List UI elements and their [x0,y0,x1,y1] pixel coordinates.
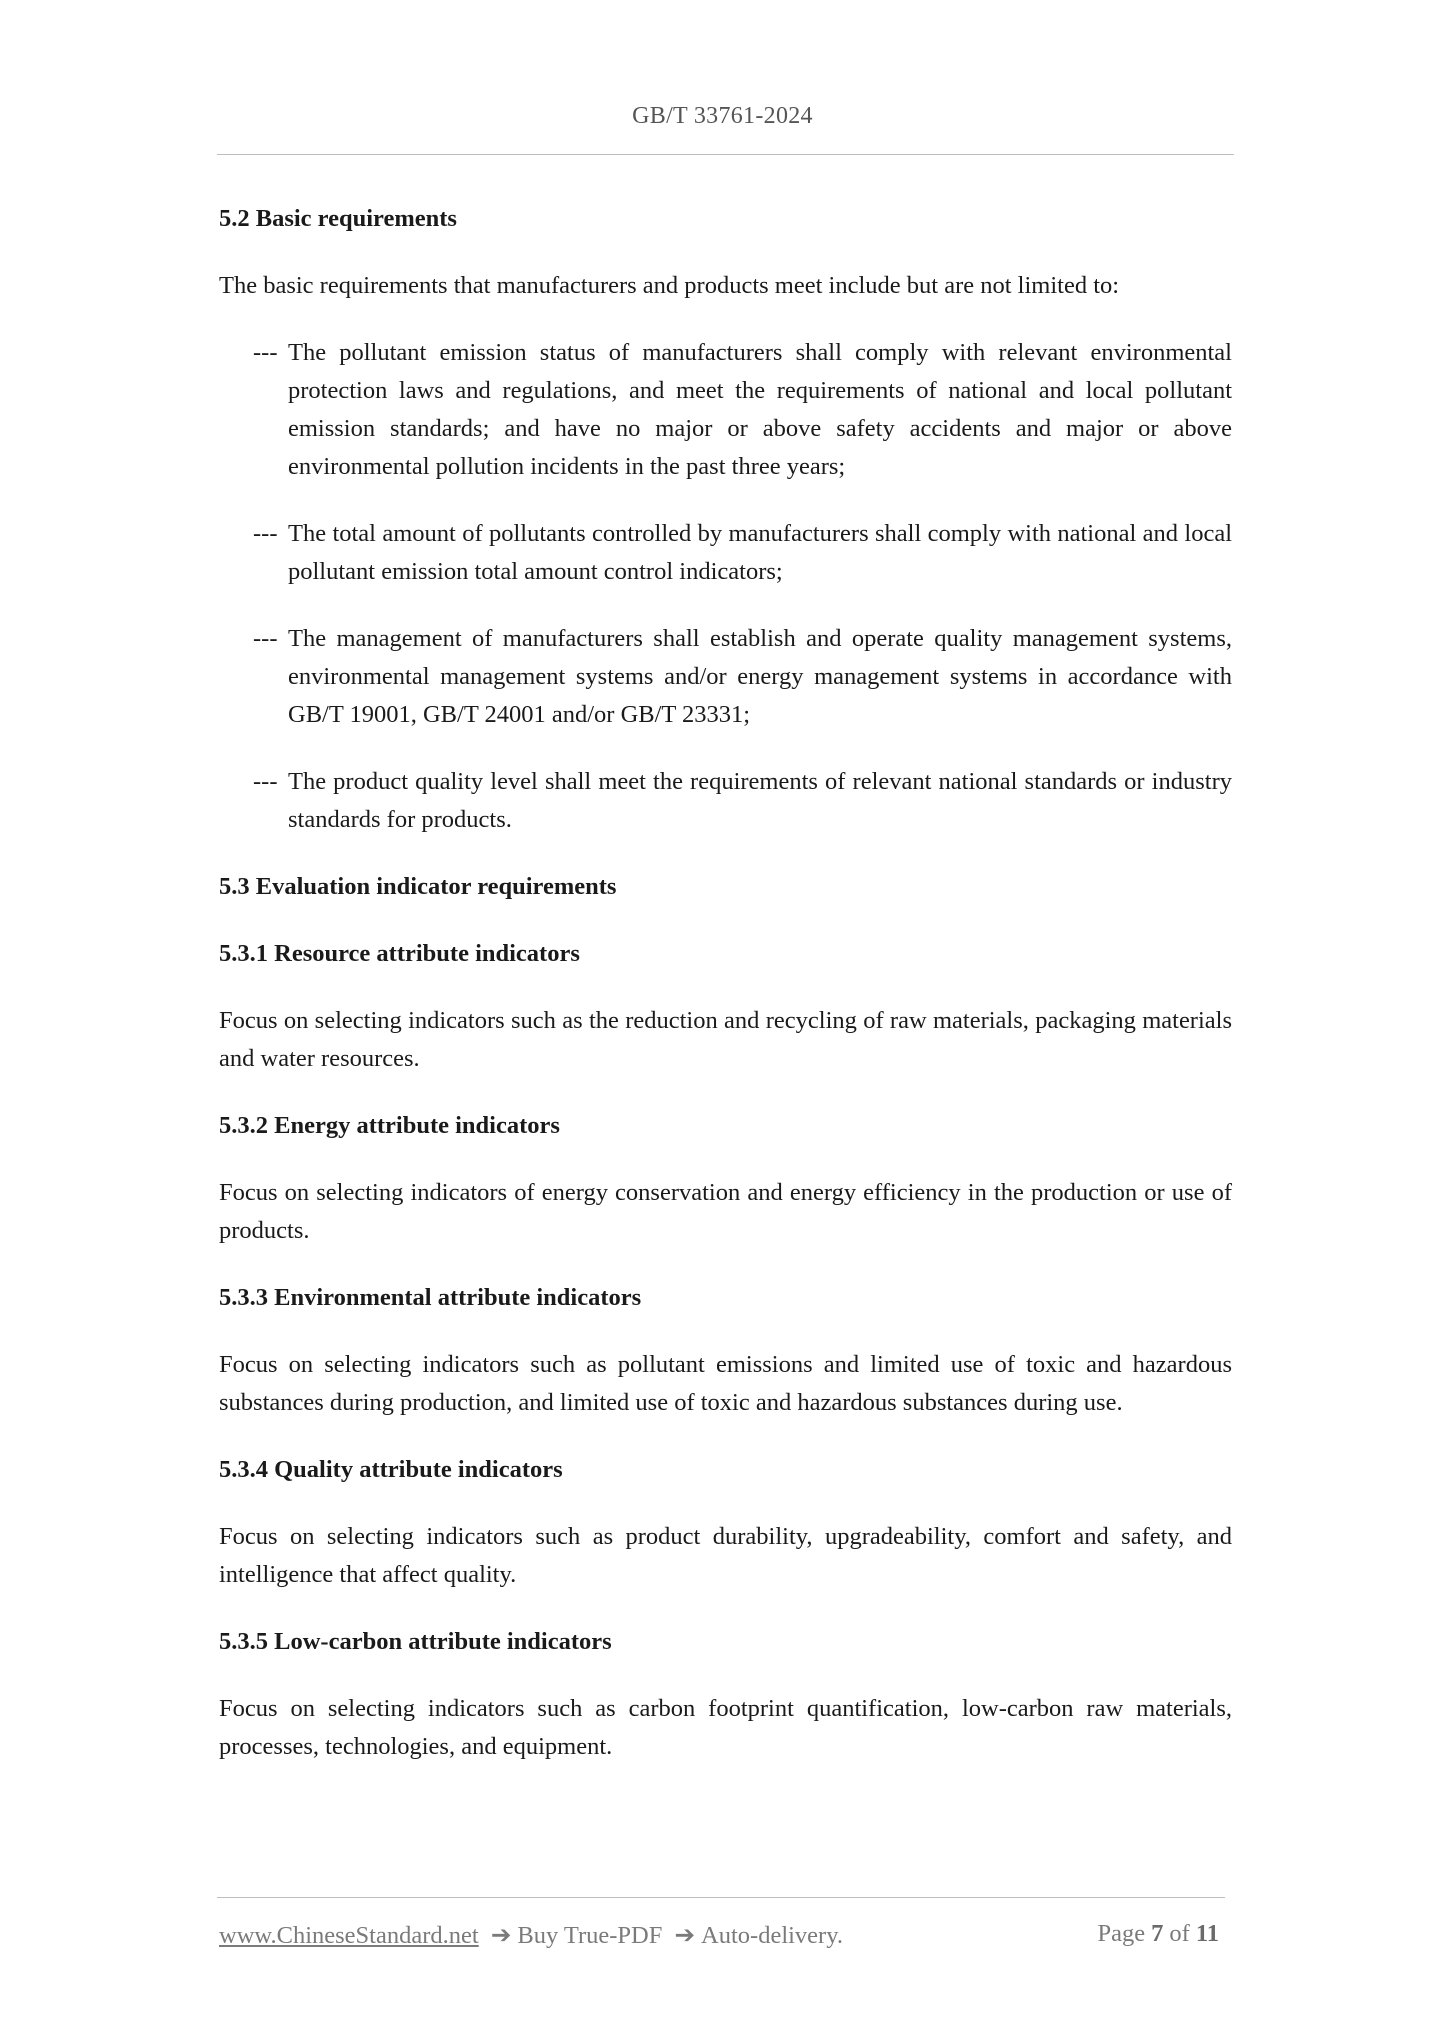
section-text-5-3-1: Focus on selecting indicators such as the reduction and recycling of raw materials, packaging materials and water resources. [219,1007,1232,1072]
page-total: 11 [1195,1920,1219,1947]
buy-true-pdf-text: Buy True-PDF [517,1922,663,1949]
section-text-5-3-4: Focus on selecting indicators such as product durability, upgradeability, comfort and safety, and intelligence that affect quality. [219,1523,1232,1588]
header-divider [217,154,1234,155]
page-label: Page [1097,1920,1146,1947]
list-item-text: The product quality level shall meet the requirements of relevant national standards or industry standards for products. [288,768,1232,833]
section-heading-5-3: 5.3 Evaluation indicator requirements [219,873,617,900]
page-current: 7 [1151,1920,1164,1947]
section-heading-5-3-4: 5.3.4 Quality attribute indicators [219,1456,563,1483]
section-heading-5-3-1: 5.3.1 Resource attribute indicators [219,940,580,967]
of-label: of [1169,1920,1190,1947]
document-body [219,200,1232,1766]
section-text-5-3-3: Focus on selecting indicators such as pollutant emissions and limited use of toxic and hazardous substances during production, and limited use of toxic and hazardous substances during use. [219,1351,1232,1416]
section-text-5-3-5: Focus on selecting indicators such as carbon footprint quantification, low-carbon raw materials, processes, technologies, and equipment. [219,1695,1232,1760]
section-text-5-3-2: Focus on selecting indicators of energy conservation and energy efficiency in the production or use of products. [219,1179,1232,1244]
section-heading-5-3-2: 5.3.2 Energy attribute indicators [219,1112,560,1139]
right-arrow-icon: ➔ [674,1922,696,1949]
document-header-title: GB/T 33761-2024 [632,103,813,129]
section-heading-5-3-3: 5.3.3 Environmental attribute indicators [219,1284,642,1311]
list-item-text: The pollutant emission status of manufacturers shall comply with relevant environmental protection laws and regulations, and meet the requirements of national and local pollutant emission standards; and have no major or above safety accidents and major or above environmental pollution incidents in the past three years; [288,339,1232,480]
footer-promo [219,1920,843,1950]
website-link[interactable]: www.ChineseStandard.net [219,1922,479,1949]
footer-divider [217,1897,1225,1898]
section-heading-5-3-5: 5.3.5 Low-carbon attribute indicators [219,1628,612,1655]
list-item-text: The total amount of pollutants controlled by manufacturers shall comply with national and local pollutant emission total amount control indicators; [288,520,1232,585]
list-item [253,763,1232,839]
bullet-dash: --- [253,625,278,652]
auto-delivery-text: Auto-delivery. [701,1922,843,1949]
right-arrow-icon: ➔ [490,1922,512,1949]
page-indicator [1098,1920,1225,1948]
bullet-dash: --- [253,339,278,366]
bullet-dash: --- [253,520,278,547]
list-item [253,334,1232,486]
section-intro-5-2: The basic requirements that manufacturers and products meet include but are not limited to: [219,272,1120,299]
list-item-text: The management of manufacturers shall establish and operate quality management systems, environmental management systems and/or energy management systems in accordance with GB/T 19001, GB/T 24001 and/or GB/T 23331; [288,625,1232,728]
bullet-dash: --- [253,768,278,795]
section-heading-5-2: 5.2 Basic requirements [219,205,457,232]
list-item [253,620,1232,734]
list-item [253,515,1232,591]
